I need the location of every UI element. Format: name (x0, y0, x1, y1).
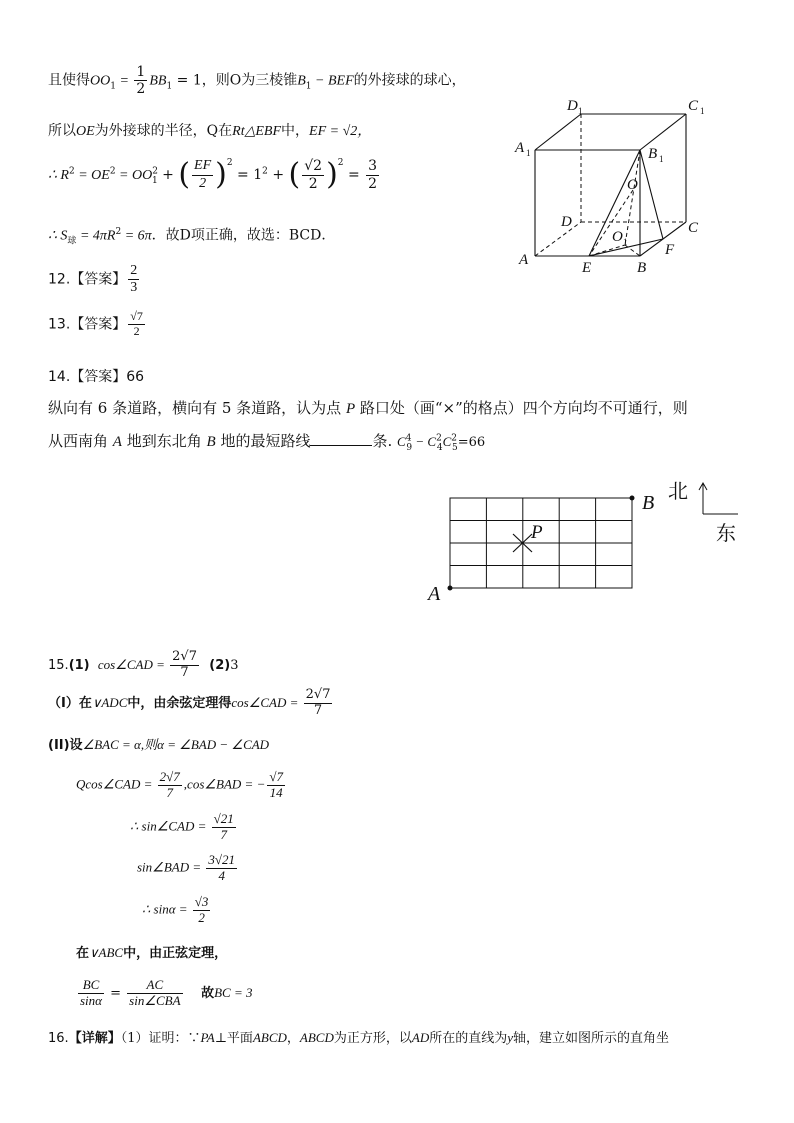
sol11-line1 (48, 64, 466, 97)
math: y (507, 1030, 514, 1045)
math: = OO (115, 168, 153, 183)
edge (640, 114, 686, 150)
numerator: 2√7 (172, 649, 197, 664)
math: ABCD (299, 1030, 334, 1045)
text: （1）证明：∵ (120, 1031, 201, 1046)
fraction (302, 158, 324, 191)
math: + (157, 167, 179, 183)
label-a1: A (515, 140, 525, 156)
answer-13 (48, 310, 147, 339)
q15-step4 (142, 895, 212, 926)
text: (II)设 (48, 738, 83, 753)
math: PA (200, 1030, 215, 1045)
paren: ) (215, 157, 227, 192)
math: cos∠CAD = (97, 656, 169, 672)
text: 且使得 (48, 72, 90, 89)
fraction (78, 978, 104, 1009)
answer-number: 12. (48, 271, 71, 288)
sup: 2 (152, 166, 158, 177)
cube-figure (505, 92, 720, 277)
numerator: √2 (304, 158, 323, 175)
denominator: 7 (313, 702, 323, 718)
denominator: 7 (166, 784, 173, 800)
text: ， (286, 1031, 300, 1046)
q15-part2 (48, 737, 269, 754)
text: 所以 (48, 123, 76, 139)
text: O为三棱锥 (229, 72, 298, 89)
detail-tag: 【详解】 (68, 1031, 121, 1046)
formula (397, 433, 486, 453)
math: B (206, 434, 216, 450)
label-c1: C (688, 98, 699, 114)
sol11-line3 (48, 158, 381, 192)
text: 条. (372, 432, 393, 450)
numerator: BC (78, 978, 104, 994)
answer-14 (48, 369, 144, 386)
math: Rt△EBF (232, 124, 282, 139)
numerator: 2√7 (159, 769, 180, 784)
math: = 6π (121, 228, 152, 244)
fraction (134, 64, 147, 97)
math: =66 (457, 435, 486, 450)
hidden-segment (625, 150, 640, 245)
answer-value: 3 (230, 657, 239, 673)
text: ⊥平面 (214, 1031, 253, 1046)
answer-value: 66 (126, 369, 145, 385)
point-a (448, 586, 453, 591)
q15-part1 (48, 688, 334, 719)
fraction (128, 263, 139, 296)
sup: 2 (226, 158, 233, 168)
sup: 2 (436, 433, 442, 444)
sol11-line2 (48, 123, 371, 141)
math: = OE (74, 168, 110, 183)
sub: 1 (151, 175, 158, 186)
text: 为外接球的半径， (94, 123, 207, 139)
numerator: 3 (368, 158, 378, 175)
q15-header (48, 650, 238, 681)
numerator: EF (192, 158, 213, 175)
question-number: 16. (48, 1031, 69, 1046)
fraction (192, 158, 213, 191)
q15-step3 (137, 853, 239, 884)
text: （I）在 (48, 695, 92, 711)
fraction (304, 688, 333, 719)
math: OE (76, 124, 95, 139)
answer-tag: 【答案】 (70, 316, 127, 333)
text: 所在的直线为 (429, 1031, 508, 1046)
math: = (115, 73, 133, 89)
fraction (366, 158, 379, 191)
text: 为正方形，以 (333, 1031, 412, 1046)
math: Qcos∠CAD = (76, 776, 156, 792)
denominator: 2 (368, 175, 378, 192)
text: 中，由余弦定理得 (127, 695, 232, 711)
label-o: O (627, 177, 638, 193)
fraction (128, 310, 145, 339)
point-b (630, 496, 635, 501)
q14-line1 (48, 399, 688, 418)
numerator: AC (127, 978, 182, 994)
text: 轴，建立如图所示的直角坐 (513, 1031, 670, 1046)
label-f: F (665, 242, 675, 258)
sub-d1: 1 (578, 106, 583, 116)
math: − C (412, 434, 437, 449)
sub: 4 (436, 442, 443, 453)
math: ∴ sinα = (142, 901, 191, 917)
q15-step2 (130, 812, 238, 843)
text: 中， (281, 123, 310, 139)
sub: 9 (406, 442, 413, 453)
numerator: √7 (130, 309, 143, 323)
text: 故 (201, 985, 215, 1001)
denominator: 2 (308, 175, 318, 192)
math: P (345, 401, 356, 417)
grid-label-a: A (428, 583, 441, 605)
denominator: 7 (180, 664, 189, 680)
text: ．故D项正确，故选：BCD． (151, 227, 336, 244)
sup: 2 (451, 433, 457, 444)
math: sin∠BAD = (137, 859, 205, 875)
math: OO (90, 73, 111, 89)
denominator: 4 (218, 867, 225, 883)
paren: ) (326, 157, 338, 192)
text: 在 (76, 946, 90, 961)
math: C (397, 434, 406, 449)
north-label: 北 (668, 479, 688, 503)
math: AD (411, 1030, 430, 1045)
denominator: 2 (199, 175, 207, 191)
sup: 2 (109, 166, 116, 177)
sup: 4 (405, 433, 412, 444)
answer-tag: 【答案】 (70, 369, 127, 385)
paren: ( (288, 157, 301, 192)
fraction (212, 812, 236, 843)
text: 从西南角 (48, 432, 113, 450)
part-label: (2) (209, 657, 231, 673)
numerator: 2√7 (305, 687, 331, 702)
numerator: 2 (128, 263, 139, 280)
edge (535, 114, 581, 150)
math: ∨ADC (91, 694, 128, 710)
math: EF = √2， (309, 124, 372, 139)
sub-a1: 1 (526, 148, 531, 158)
fraction (170, 650, 199, 681)
fraction (158, 770, 182, 801)
text: 中，由正弦定理， (123, 946, 228, 961)
text: = 1，则 (172, 72, 230, 89)
label-a: A (519, 252, 529, 268)
answer-number: 14. (48, 369, 71, 385)
math: A (112, 434, 122, 450)
sol11-line4 (48, 227, 335, 247)
answer-12 (48, 263, 141, 296)
sub: 球 (67, 236, 77, 247)
math: ∴ S (48, 228, 68, 244)
answer-tag: 【答案】 (70, 271, 127, 288)
sub: 1 (110, 81, 116, 92)
math: ∨ABC (89, 945, 124, 960)
denominator: 7 (220, 826, 227, 842)
sup: 2 (115, 227, 122, 237)
denominator: 3 (130, 280, 138, 296)
part-label: (1) (68, 657, 90, 673)
sub-b1: 1 (659, 154, 664, 164)
numerator: 3√21 (208, 852, 236, 867)
text: 地的最短路线 (215, 432, 311, 450)
grid-figure (420, 472, 750, 607)
numerator: √21 (213, 811, 234, 826)
sup: 2 (262, 166, 268, 177)
east-label: 东 (716, 521, 736, 545)
math: = (106, 985, 126, 1001)
sub: 1 (305, 81, 312, 92)
q15-step6 (76, 978, 253, 1009)
sub-o1: 1 (623, 237, 628, 247)
text: 地到东北角 (121, 432, 207, 450)
math: BC = 3 (214, 984, 253, 1000)
math: = 4πR (76, 228, 116, 244)
math: ∴ R (48, 168, 69, 183)
math: B (297, 73, 306, 89)
question-number: 15. (48, 657, 69, 673)
label-d1: D (567, 98, 578, 114)
denominator: 2 (136, 81, 146, 98)
text: 纵向有 6 条道路，横向有 5 条道路，认为点 (48, 399, 346, 417)
text: Q在 (206, 123, 233, 139)
text: 路口处（画“×”的格点）四个方向均不可通行，则 (355, 399, 688, 417)
label-e: E (582, 260, 592, 276)
paren: ( (178, 157, 191, 192)
denominator: sinα (80, 992, 102, 1008)
q14-line2 (48, 432, 485, 453)
math: ,cos∠BAD = − (183, 776, 266, 792)
answer-number: 13. (48, 316, 71, 333)
q16-line1 (48, 1030, 669, 1047)
sup: 2 (337, 158, 344, 168)
label-d: D (561, 214, 572, 230)
fraction (193, 895, 211, 926)
math: = (343, 167, 365, 183)
math: ABCD (252, 1030, 287, 1045)
math: = 1 (232, 167, 263, 183)
q15-step1 (76, 770, 287, 801)
grid-label-p: P (531, 522, 543, 543)
denominator: 2 (198, 909, 205, 925)
math: C (442, 434, 452, 449)
math: − BEF (311, 73, 354, 89)
fraction (127, 978, 182, 1009)
sub: 1 (166, 81, 173, 92)
grid-label-b: B (642, 492, 655, 514)
denominator: 14 (269, 784, 283, 800)
q15-step5 (76, 945, 227, 962)
text: 的外接球的球心， (353, 72, 466, 89)
sub: 5 (451, 442, 458, 453)
math: + (267, 167, 289, 183)
math: cos∠CAD = (231, 694, 302, 710)
numerator: √7 (269, 769, 283, 784)
label-b1: B (648, 146, 658, 162)
sub-c1: 1 (700, 106, 705, 116)
hidden-edge (535, 222, 581, 256)
label-c: C (688, 220, 699, 236)
answer-blank (310, 433, 372, 446)
numerator: 1 (136, 64, 146, 80)
numerator: √3 (194, 894, 209, 909)
fraction (206, 853, 237, 884)
math: ∴ sin∠CAD = (130, 818, 210, 834)
fraction (267, 770, 285, 801)
math: BB (149, 73, 167, 89)
sup: 2 (68, 166, 75, 177)
label-b: B (637, 260, 647, 276)
denominator: 2 (133, 323, 140, 338)
denominator: sin∠CBA (129, 992, 181, 1008)
math: ∠BAC = α,则α = ∠BAD − ∠CAD (82, 737, 270, 752)
label-o1: O (612, 229, 623, 245)
